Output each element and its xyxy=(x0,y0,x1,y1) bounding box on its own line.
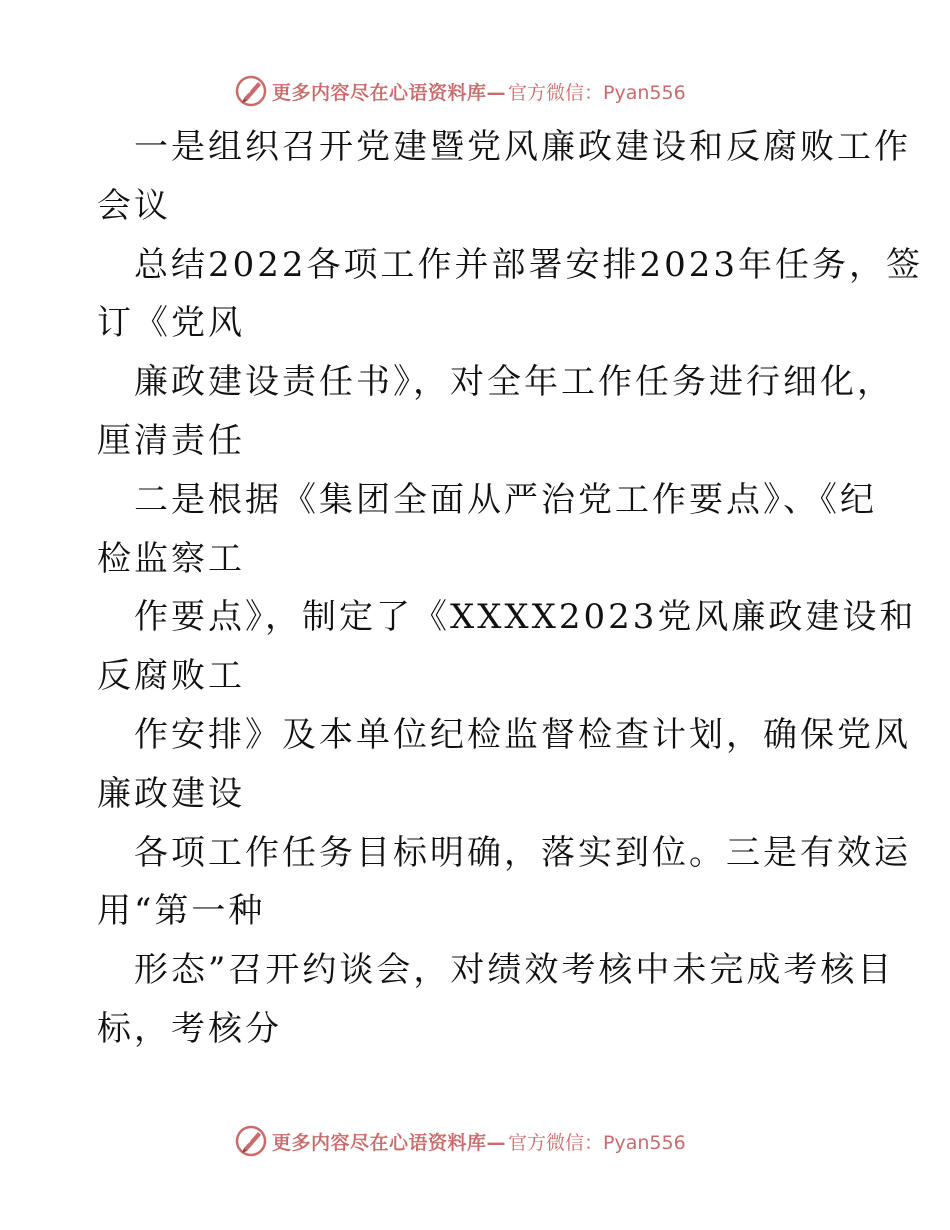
body-line: 用“第一种 xyxy=(97,891,266,932)
body-line: 厘清责任 xyxy=(97,420,245,461)
watermark-text: 更多内容尽在心语资料库— xyxy=(272,1131,507,1154)
document-body xyxy=(97,118,924,1059)
body-line: 作要点》，制定了《XXXX2023党风廉政建设和 xyxy=(134,597,917,638)
body-line: 二是根据《集团全面从严治党工作要点》、《纪 xyxy=(134,479,877,520)
pen-logo-icon xyxy=(234,1124,268,1158)
body-line: 作安排》及本单位纪检监督检查计划，确保党风 xyxy=(134,714,911,755)
body-line: 一是组织召开党建暨党风廉政建设和反腐败工作 xyxy=(134,127,911,167)
watermark-text: 更多内容尽在心语资料库— xyxy=(272,81,507,104)
body-line: 检监察工 xyxy=(97,538,245,579)
body-line: 廉政建设责任书》，对全年工作任务进行细化， xyxy=(134,362,894,403)
pen-logo-icon xyxy=(234,74,268,108)
body-line: 会议 xyxy=(97,185,171,226)
watermark-wechat: 官方微信：Pyan556 xyxy=(508,81,686,104)
footer-watermark xyxy=(234,1121,686,1161)
body-line: 反腐败工 xyxy=(97,656,245,697)
body-line: 总结2022各项工作并部署安排2023年任务，签 xyxy=(134,244,924,285)
body-line: 廉政建设 xyxy=(97,773,245,814)
body-line: 各项工作任务目标明确，落实到位。三是有效运 xyxy=(134,832,911,873)
watermark-wechat: 官方微信：Pyan556 xyxy=(508,1131,686,1154)
body-line: 订《党风 xyxy=(97,303,245,344)
header-watermark xyxy=(234,71,686,111)
body-line: 形态”召开约谈会，对绩效考核中未完成考核目 xyxy=(134,950,895,991)
body-line: 标，考核分 xyxy=(97,1008,282,1049)
